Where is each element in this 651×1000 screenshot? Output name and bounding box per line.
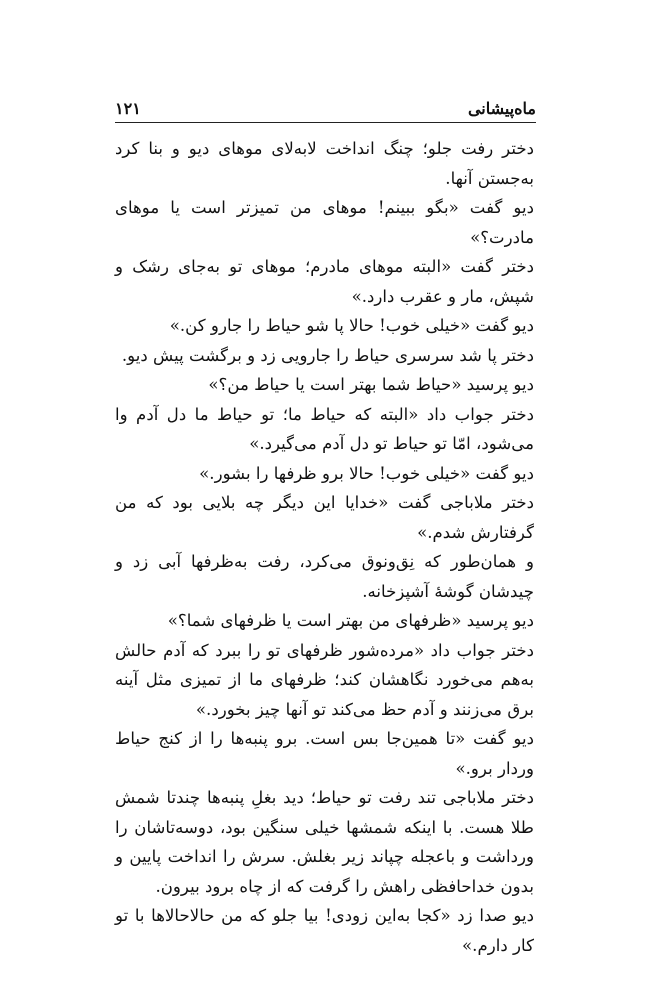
paragraph: دختر رفت جلو؛ چنگ انداخت لابه‌لای موهای دیو و بنا کرد به‌جستن آنها. xyxy=(115,139,534,188)
paragraph: دختر ملاباجی تند رفت تو حیاط؛ دید بغلِ پنبه‌ها چندتا شمش طلا هست. با اینکه شمشها خیلی سنگین بود، دوسه‌تاشان را ورداشت و باعجله چپاند زیر بغلش. سرش را انداخت پایین و بدون خداحافظی راهش را گرفت که از چاه برود بیرون. xyxy=(115,788,534,896)
paragraph: دیو پرسید «حیاط شما بهتر است یا حیاط من؟» xyxy=(208,375,534,394)
paragraph: دیو پرسید «ظرفهای من بهتر است یا ظرفهای شما؟» xyxy=(167,611,534,630)
page-number: ۱۲۱ xyxy=(115,99,141,118)
paragraph: دختر جواب داد «مرده‌شور ظرفهای تو را ببرد که آدم حالش به‌هم می‌خورد نگاهشان کند؛ ظرفهای ما از تمیزی مثل آینه برق می‌زنند و آدم حظ می‌کند تو آنها چیز بخورد.» xyxy=(115,640,534,719)
paragraph: دختر جواب داد «البته که حیاط ما؛ تو حیاط ما دل آدم وا می‌شود، امّا تو حیاط تو دل آدم می‌گیرد.» xyxy=(115,404,534,453)
paragraph: دختر گفت «البته موهای مادرم؛ موهای تو به‌جای رشک و شپش، مار و عقرب دارد.» xyxy=(115,257,534,306)
paragraph: دیو گفت «خیلی خوب! حالا پا شو حیاط را جارو کن.» xyxy=(169,316,534,335)
paragraph: و همان‌طور که نِق‌ونوق می‌کرد، رفت به‌ظرفها آبی زد و چیدشان گوشهٔ آشپزخانه. xyxy=(115,552,534,601)
chapter-title: ماه‌پیشانی xyxy=(467,99,536,118)
body-text xyxy=(115,134,534,960)
paragraph: دختر پا شد سرسری حیاط را جارویی زد و برگشت پیش دیو. xyxy=(121,345,534,365)
paragraph: دیو صدا زد «کجا به‌این زودی! بیا جلو که من حالاحالاها با تو کار دارم.» xyxy=(115,906,534,955)
paragraph: دیو گفت «خیلی خوب! حالا برو ظرفها را بشور.» xyxy=(199,463,534,483)
running-head xyxy=(115,92,536,118)
paragraph: دیو گفت «بگو ببینم! موهای من تمیزتر است یا موهای مادرت؟» xyxy=(115,198,534,247)
paragraph: دیو گفت «تا همین‌جا بس است. برو پنبه‌ها را از کنج حیاط وردار برو.» xyxy=(115,729,534,778)
paragraph: دختر ملاباجی گفت «خدایا این دیگر چه بلایی بود که من گرفتارش شدم.» xyxy=(115,493,534,542)
header-rule xyxy=(115,122,536,123)
